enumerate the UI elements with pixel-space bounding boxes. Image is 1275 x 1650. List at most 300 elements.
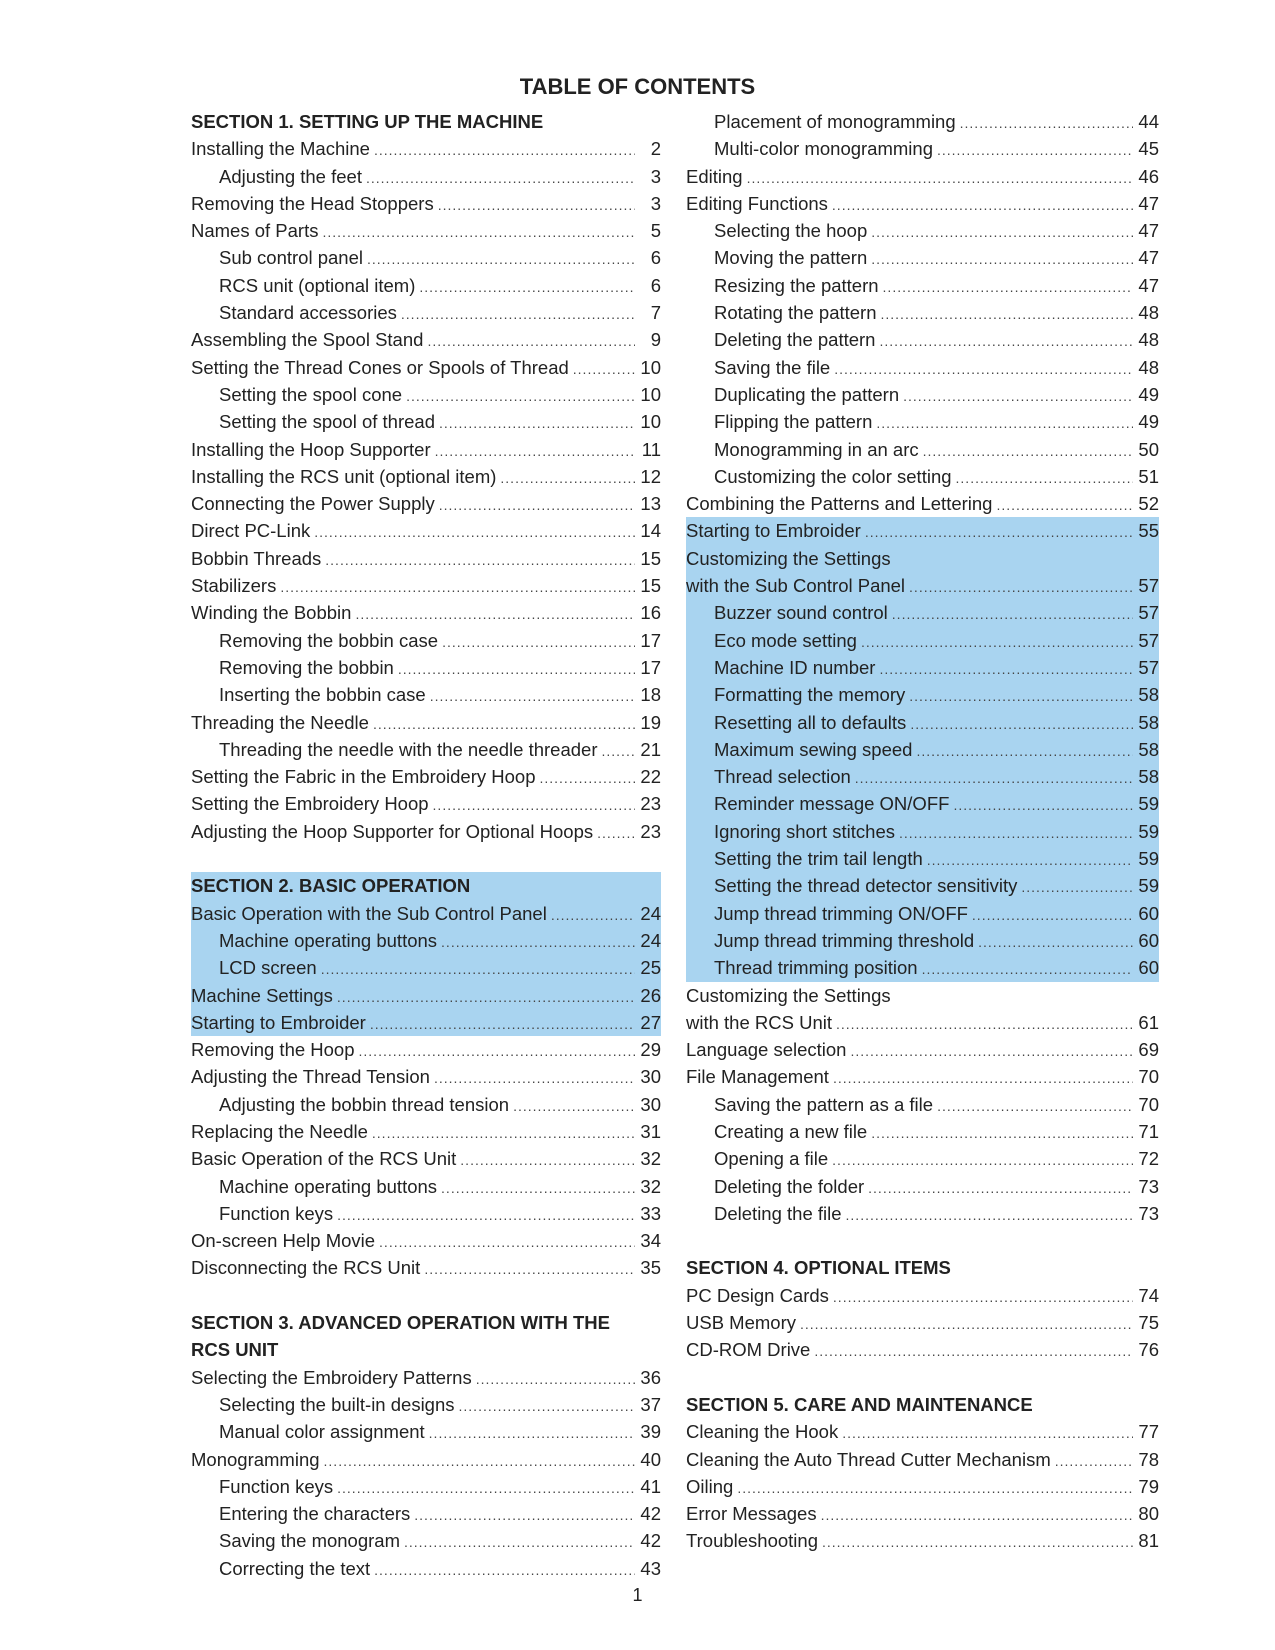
toc-entry-title: USB Memory xyxy=(686,1312,796,1334)
dot-leader xyxy=(366,165,635,190)
toc-entry-title: Multi-color monogramming xyxy=(714,138,933,160)
toc-page-number: 5 xyxy=(650,220,661,242)
dot-leader xyxy=(871,219,1133,244)
dot-leader xyxy=(836,1011,1133,1036)
toc-subentry xyxy=(686,1145,1159,1172)
toc-entry-title: Eco mode setting xyxy=(714,629,857,651)
toc-entry-title: Maximum sewing speed xyxy=(714,738,913,760)
toc-entry-title: Opening a file xyxy=(714,1148,829,1170)
toc-entry-title: Machine operating buttons xyxy=(219,929,438,951)
toc-entry-title: Cleaning the Auto Thread Cutter Mechanism xyxy=(686,1448,1051,1470)
dot-leader xyxy=(459,1393,635,1418)
toc-page-number: 77 xyxy=(1138,1421,1159,1443)
toc-entry-title: Cleaning the Hook xyxy=(686,1421,839,1443)
toc-subentry xyxy=(191,681,661,708)
toc-page-number: 49 xyxy=(1138,383,1159,405)
toc-spacer xyxy=(191,1282,661,1309)
toc-subentry xyxy=(686,900,1159,927)
toc-page-number: 49 xyxy=(1138,411,1159,433)
dot-leader xyxy=(909,683,1133,708)
toc-page-number: 10 xyxy=(640,383,661,405)
dot-leader xyxy=(359,1038,635,1063)
toc-entry-title: Selecting the Embroidery Patterns xyxy=(191,1366,472,1388)
toc-entry xyxy=(686,490,1159,517)
toc-entry-title: Thread selection xyxy=(714,766,851,788)
toc-subentry xyxy=(686,463,1159,490)
dot-leader xyxy=(871,246,1133,271)
dot-leader xyxy=(996,492,1133,517)
dot-leader xyxy=(1055,1448,1133,1473)
toc-entry-title: Reminder message ON/OFF xyxy=(714,793,950,815)
toc-subentry xyxy=(191,627,661,654)
dot-leader xyxy=(414,1502,635,1527)
toc-entry-title: Resizing the pattern xyxy=(714,274,879,296)
toc-page-number: 69 xyxy=(1138,1039,1159,1061)
dot-leader xyxy=(861,629,1133,654)
dot-leader xyxy=(438,192,635,217)
toc-page-number: 48 xyxy=(1138,329,1159,351)
toc-entry xyxy=(191,900,661,927)
section-heading-text: RCS UNIT xyxy=(191,1339,279,1361)
toc-entry xyxy=(686,190,1159,217)
toc-subentry xyxy=(191,1173,661,1200)
dot-leader xyxy=(821,1502,1133,1527)
dot-leader xyxy=(909,574,1133,599)
toc-entry-title: Rotating the pattern xyxy=(714,302,877,324)
toc-page-number: 46 xyxy=(1138,165,1159,187)
toc-page-number: 59 xyxy=(1138,820,1159,842)
toc-page-number: 23 xyxy=(640,793,661,815)
dot-leader xyxy=(953,792,1133,817)
toc-entry xyxy=(191,1009,661,1036)
page-number: 1 xyxy=(632,1585,643,1605)
dot-leader xyxy=(899,820,1133,845)
dot-leader xyxy=(441,1175,635,1200)
toc-page-number: 3 xyxy=(650,192,661,214)
dot-leader xyxy=(280,574,635,599)
toc-section-heading xyxy=(686,1391,1159,1418)
toc-subentry xyxy=(686,326,1159,353)
toc-entry-title: Editing Functions xyxy=(686,192,828,214)
toc-entry-title: Threading the needle with the needle threader xyxy=(219,738,598,760)
dot-leader xyxy=(832,1147,1133,1172)
toc-subentry xyxy=(686,1118,1159,1145)
dot-leader xyxy=(850,1038,1133,1063)
toc-column-right xyxy=(686,108,1159,1555)
toc-column-left xyxy=(191,108,661,1582)
toc-page-number: 32 xyxy=(640,1148,661,1170)
toc-entry-title: Basic Operation with the Sub Control Panel xyxy=(191,902,547,924)
toc-page-number: 78 xyxy=(1138,1448,1159,1470)
toc-page-number: 43 xyxy=(640,1557,661,1579)
toc-page-number: 52 xyxy=(1138,493,1159,515)
toc-entry xyxy=(191,818,661,845)
toc-entry-title: Setting the Embroidery Hoop xyxy=(191,793,429,815)
toc-subentry xyxy=(191,1555,661,1582)
toc-page-number: 24 xyxy=(640,902,661,924)
dot-leader xyxy=(916,738,1133,763)
toc-subentry xyxy=(686,299,1159,326)
toc-subentry xyxy=(191,381,661,408)
toc-entry xyxy=(191,217,661,244)
toc-entry-title: Ignoring short stitches xyxy=(714,820,895,842)
toc-entry-title: Correcting the text xyxy=(219,1557,371,1579)
toc-entry xyxy=(191,1254,661,1281)
toc-subentry xyxy=(686,790,1159,817)
dot-leader xyxy=(314,519,635,544)
dot-leader xyxy=(404,1529,635,1554)
section-heading-text: SECTION 3. ADVANCED OPERATION WITH THE xyxy=(191,1312,611,1334)
toc-page-number: 50 xyxy=(1138,438,1159,460)
toc-entry xyxy=(686,1446,1159,1473)
dot-leader xyxy=(822,1529,1133,1554)
dot-leader xyxy=(372,1120,635,1145)
toc-subentry xyxy=(686,627,1159,654)
dot-leader xyxy=(398,656,635,681)
toc-entry-title: Setting the thread detector sensitivity xyxy=(714,875,1018,897)
toc-entry-title: Inserting the bobbin case xyxy=(219,684,426,706)
toc-page-number: 42 xyxy=(640,1503,661,1525)
toc-entry-title: Editing xyxy=(686,165,743,187)
toc-entry-title: Thread trimming position xyxy=(714,957,918,979)
toc-entry-title: Adjusting the feet xyxy=(219,165,362,187)
toc-entry-title: Saving the file xyxy=(714,356,831,378)
toc-entry xyxy=(686,1500,1159,1527)
dot-leader xyxy=(406,383,635,408)
toc-page-number: 60 xyxy=(1138,929,1159,951)
toc-page-number: 57 xyxy=(1138,575,1159,597)
toc-subentry xyxy=(686,818,1159,845)
toc-entry-title: Customizing the Settings xyxy=(686,984,891,1006)
toc-entry xyxy=(191,572,661,599)
toc-entry xyxy=(686,1309,1159,1336)
dot-leader xyxy=(430,683,635,708)
toc-subentry xyxy=(686,408,1159,435)
toc-page-number: 25 xyxy=(640,957,661,979)
toc-page-number: 57 xyxy=(1138,656,1159,678)
toc-entry-title: Adjusting the Hoop Supporter for Optional Hoops xyxy=(191,820,594,842)
toc-entry xyxy=(191,599,661,626)
toc-page-number: 7 xyxy=(650,302,661,324)
dot-leader xyxy=(374,137,635,162)
toc-entry-title: On-screen Help Movie xyxy=(191,1230,376,1252)
toc-entry xyxy=(191,545,661,572)
dot-leader xyxy=(324,1448,635,1473)
toc-entry xyxy=(191,763,661,790)
toc-page-number: 33 xyxy=(640,1202,661,1224)
toc-subentry xyxy=(191,299,661,326)
toc-section-heading xyxy=(191,108,661,135)
toc-subentry xyxy=(686,845,1159,872)
toc-entry-title: Adjusting the Thread Tension xyxy=(191,1066,430,1088)
toc-page-number: 11 xyxy=(641,438,661,460)
dot-leader xyxy=(355,601,635,626)
toc-subentry xyxy=(191,1200,661,1227)
toc-entry-title: Direct PC-Link xyxy=(191,520,311,542)
toc-entry xyxy=(686,1036,1159,1063)
toc-entry xyxy=(686,1527,1159,1554)
toc-entry-title: RCS unit (optional item) xyxy=(219,274,416,296)
toc-entry-title: Manual color assignment xyxy=(219,1421,425,1443)
toc-page-number: 59 xyxy=(1138,848,1159,870)
toc-page-number: 45 xyxy=(1138,138,1159,160)
toc-page-number: 12 xyxy=(640,465,661,487)
dot-leader xyxy=(401,301,635,326)
toc-page-number: 18 xyxy=(640,684,661,706)
toc-entry-title: Setting the trim tail length xyxy=(714,848,923,870)
toc-subentry xyxy=(686,354,1159,381)
toc-page-number: 47 xyxy=(1138,220,1159,242)
toc-page-number: 73 xyxy=(1138,1202,1159,1224)
toc-entry-title: Deleting the folder xyxy=(714,1175,865,1197)
toc-entry-title: Entering the characters xyxy=(219,1503,411,1525)
toc-page-number: 30 xyxy=(640,1093,661,1115)
dot-leader xyxy=(476,1366,635,1391)
dot-leader xyxy=(419,274,635,299)
toc-spacer xyxy=(686,1227,1159,1254)
toc-subentry xyxy=(686,872,1159,899)
dot-leader xyxy=(442,629,635,654)
dot-leader xyxy=(879,328,1133,353)
toc-page-number: 6 xyxy=(650,247,661,269)
toc-entry-title: Moving the pattern xyxy=(714,247,868,269)
toc-entry-title: Basic Operation of the RCS Unit xyxy=(191,1148,457,1170)
toc-entry-title: Installing the RCS unit (optional item) xyxy=(191,465,497,487)
toc-subentry xyxy=(686,736,1159,763)
toc-entry-title: Jump thread trimming ON/OFF xyxy=(714,902,968,924)
dot-leader xyxy=(427,328,635,353)
dot-leader xyxy=(892,601,1133,626)
toc-page-number: 47 xyxy=(1138,274,1159,296)
toc-entry xyxy=(191,517,661,544)
toc-page-number: 79 xyxy=(1138,1475,1159,1497)
toc-entry-title: Standard accessories xyxy=(219,302,397,324)
toc-subentry xyxy=(686,709,1159,736)
toc-entry-title: Machine Settings xyxy=(191,984,333,1006)
toc-page-number: 59 xyxy=(1138,875,1159,897)
toc-page-number: 39 xyxy=(640,1421,661,1443)
dot-leader xyxy=(834,356,1133,381)
toc-entry xyxy=(191,1145,661,1172)
toc-entry xyxy=(686,163,1159,190)
toc-entry-title: Disconnecting the RCS Unit xyxy=(191,1257,421,1279)
toc-page-number: 58 xyxy=(1138,766,1159,788)
toc-page-number: 72 xyxy=(1138,1148,1159,1170)
toc-section-heading xyxy=(686,1254,1159,1281)
toc-entry-title: Creating a new file xyxy=(714,1120,868,1142)
toc-entry-title: Function keys xyxy=(219,1475,334,1497)
toc-subentry xyxy=(191,954,661,981)
dot-leader xyxy=(513,1093,635,1118)
dot-leader xyxy=(833,1284,1133,1309)
toc-subentry xyxy=(191,1473,661,1500)
toc-entry xyxy=(191,709,661,736)
toc-entry-title: Starting to Embroider xyxy=(686,520,861,542)
dot-leader xyxy=(439,492,635,517)
section-heading-text: SECTION 1. SETTING UP THE MACHINE xyxy=(191,111,544,132)
dot-leader xyxy=(539,765,635,790)
toc-page-number: 15 xyxy=(640,575,661,597)
toc-entry xyxy=(191,1446,661,1473)
toc-page-number: 19 xyxy=(640,711,661,733)
toc-entry xyxy=(191,135,661,162)
toc-entry-title: Removing the bobbin xyxy=(219,656,394,678)
toc-entry-title: Error Messages xyxy=(686,1503,817,1525)
toc-subentry xyxy=(686,654,1159,681)
toc-entry xyxy=(191,790,661,817)
toc-page-number: 47 xyxy=(1138,192,1159,214)
toc-entry-title: Placement of monogramming xyxy=(714,111,956,132)
toc-entry-title: Names of Parts xyxy=(191,220,319,242)
dot-leader xyxy=(832,192,1133,217)
toc-entry-title: Deleting the pattern xyxy=(714,329,876,351)
dot-leader xyxy=(433,792,635,817)
toc-subentry xyxy=(191,244,661,271)
toc-page-number: 55 xyxy=(1138,520,1159,542)
dot-leader xyxy=(937,1093,1133,1118)
toc-page-number: 60 xyxy=(1138,902,1159,924)
toc-page-number: 29 xyxy=(640,1039,661,1061)
toc-entry-title: Sub control panel xyxy=(219,247,363,269)
toc-subentry xyxy=(686,599,1159,626)
toc-page-number: 70 xyxy=(1138,1066,1159,1088)
toc-subentry xyxy=(191,272,661,299)
toc-subentry xyxy=(191,1091,661,1118)
toc-page-number: 6 xyxy=(650,274,661,296)
dot-leader xyxy=(927,847,1133,872)
dot-leader xyxy=(833,1065,1133,1090)
toc-entry-title: Replacing the Needle xyxy=(191,1120,368,1142)
toc-entry xyxy=(686,517,1159,544)
toc-page-number: 23 xyxy=(640,820,661,842)
toc-entry-title: Saving the monogram xyxy=(219,1530,400,1552)
toc-subentry xyxy=(191,1418,661,1445)
toc-page-number: 73 xyxy=(1138,1175,1159,1197)
toc-entry xyxy=(191,1118,661,1145)
dot-leader xyxy=(370,1011,635,1036)
toc-entry-title: Removing the bobbin case xyxy=(219,629,439,651)
toc-entry-title: Resetting all to defaults xyxy=(714,711,907,733)
toc-page-number: 57 xyxy=(1138,602,1159,624)
dot-leader xyxy=(972,902,1133,927)
toc-entry-title: Deleting the file xyxy=(714,1202,842,1224)
toc-page-number: 37 xyxy=(640,1393,661,1415)
toc-page-number: 10 xyxy=(640,356,661,378)
toc-entry-title: Stabilizers xyxy=(191,575,277,597)
toc-page-number: 48 xyxy=(1138,302,1159,324)
toc-entry-title: with the Sub Control Panel xyxy=(686,575,906,597)
toc-entry-title: Winding the Bobbin xyxy=(191,602,352,624)
toc-entry-title: Setting the Thread Cones or Spools of Thread xyxy=(191,356,569,378)
toc-page-number: 71 xyxy=(1138,1120,1159,1142)
toc-entry-title: Assembling the Spool Stand xyxy=(191,329,424,351)
toc-entry xyxy=(191,354,661,381)
toc-section-heading xyxy=(191,872,661,899)
toc-section-heading xyxy=(191,1309,661,1336)
dot-leader xyxy=(846,1202,1133,1227)
toc-entry xyxy=(686,572,1159,599)
toc-entry xyxy=(191,1227,661,1254)
toc-page-number: 17 xyxy=(640,656,661,678)
toc-page-number: 75 xyxy=(1138,1312,1159,1334)
toc-page-number: 13 xyxy=(640,493,661,515)
dot-leader xyxy=(871,1120,1133,1145)
toc-entry-title: Connecting the Power Supply xyxy=(191,493,435,515)
dot-leader xyxy=(747,165,1133,190)
toc-subentry xyxy=(686,1173,1159,1200)
dot-leader xyxy=(429,1420,635,1445)
dot-leader xyxy=(602,738,636,763)
toc-entry-title: Installing the Hoop Supporter xyxy=(191,438,431,460)
toc-page-number: 3 xyxy=(650,165,661,187)
dot-leader xyxy=(814,1338,1133,1363)
dot-leader xyxy=(737,1475,1133,1500)
toc-page-number: 76 xyxy=(1138,1339,1159,1361)
toc-entry-title: Combining the Patterns and Lettering xyxy=(686,493,993,515)
dot-leader xyxy=(876,410,1133,435)
toc-entry-title: CD-ROM Drive xyxy=(686,1339,811,1361)
dot-leader xyxy=(551,902,635,927)
toc-entry-title: Removing the Hoop xyxy=(191,1039,355,1061)
toc-page-number: 42 xyxy=(640,1530,661,1552)
dot-leader xyxy=(1021,874,1133,899)
toc-subentry xyxy=(191,654,661,681)
toc-page-number: 57 xyxy=(1138,629,1159,651)
toc-entry-title: Threading the Needle xyxy=(191,711,369,733)
dot-leader xyxy=(923,438,1133,463)
toc-entry-title: Monogramming in an arc xyxy=(714,438,919,460)
section-heading-text: SECTION 2. BASIC OPERATION xyxy=(191,875,471,897)
toc-entry-title: Setting the Fabric in the Embroidery Hoop xyxy=(191,766,536,788)
dot-leader xyxy=(879,656,1133,681)
dot-leader xyxy=(325,547,635,572)
dot-leader xyxy=(424,1256,635,1281)
toc-entry-title: Installing the Machine xyxy=(191,138,370,160)
dot-leader xyxy=(434,1065,635,1090)
toc-subentry xyxy=(686,244,1159,271)
dot-leader xyxy=(903,383,1133,408)
toc-page-number: 41 xyxy=(640,1475,661,1497)
toc-page-number: 80 xyxy=(1138,1503,1159,1525)
toc-page-number: 27 xyxy=(640,1011,661,1033)
toc-entry-title: Bobbin Threads xyxy=(191,547,322,569)
toc-subentry xyxy=(686,272,1159,299)
toc-subentry xyxy=(686,927,1159,954)
toc-entry xyxy=(191,490,661,517)
toc-page-number: 34 xyxy=(640,1230,661,1252)
dot-leader xyxy=(337,1202,635,1227)
dot-leader xyxy=(373,711,635,736)
dot-leader xyxy=(922,956,1133,981)
section-heading-text: SECTION 4. OPTIONAL ITEMS xyxy=(686,1257,951,1279)
toc-page-number: 22 xyxy=(640,766,661,788)
dot-leader xyxy=(842,1420,1133,1445)
toc-page-number: 51 xyxy=(1138,465,1159,487)
dot-leader xyxy=(337,984,635,1009)
toc-page-number: 32 xyxy=(640,1175,661,1197)
toc-page-number: 30 xyxy=(640,1066,661,1088)
toc-page-number: 10 xyxy=(640,411,661,433)
toc-page-number: 81 xyxy=(1138,1530,1159,1552)
toc-page-number: 58 xyxy=(1138,711,1159,733)
toc-spacer xyxy=(686,1364,1159,1391)
toc-entry-title: Duplicating the pattern xyxy=(714,383,900,405)
toc-entry xyxy=(686,1009,1159,1036)
toc-subentry xyxy=(686,681,1159,708)
toc-entry-title: Selecting the hoop xyxy=(714,220,868,242)
toc-subentry xyxy=(191,163,661,190)
dot-leader xyxy=(978,929,1133,954)
